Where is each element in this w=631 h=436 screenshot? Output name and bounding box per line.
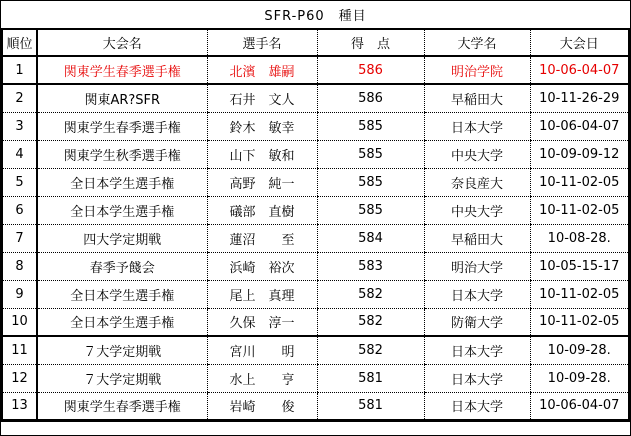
cell-event: 春季予餞会	[37, 252, 207, 280]
cell-date: 10-08-28.	[530, 224, 629, 252]
cell-rank: 6	[2, 196, 37, 224]
cell-player: 水上 亨	[207, 364, 317, 392]
cell-university: 早稲田大	[424, 224, 530, 252]
cell-player: 高野 純一	[207, 168, 317, 196]
cell-event: 関東学生春季選手権	[37, 392, 207, 420]
page-title: SFR-P60 種目	[264, 9, 367, 24]
cell-university: 日本大学	[424, 280, 530, 308]
cell-university: 日本大学	[424, 336, 530, 364]
cell-rank: 13	[11, 398, 28, 413]
cell-date: 10-11-02-05	[530, 308, 629, 336]
cell-player: 久保 淳一	[207, 308, 317, 336]
cell-rank: 9	[2, 280, 37, 308]
cell-event: 四大学定期戦	[37, 224, 207, 252]
cell-university: 日本大学	[424, 112, 530, 140]
records-table	[1, 28, 630, 422]
header-event: 大会名	[37, 29, 207, 56]
cell-university: 日本大学	[424, 392, 530, 420]
cell-score: 581	[317, 364, 424, 392]
cell-university: 明治大学	[424, 252, 530, 280]
cell-player: 石井 文人	[207, 84, 317, 112]
table-row	[2, 308, 629, 336]
table-row	[2, 280, 629, 308]
cell-rank: 10	[2, 308, 37, 336]
table-row	[2, 224, 629, 252]
header-rank: 順位	[2, 29, 37, 56]
cell-date: 10-09-28.	[530, 364, 629, 392]
header-player: 選手名	[207, 29, 317, 56]
cell-player: 浜崎 裕次	[207, 252, 317, 280]
table-row	[2, 112, 629, 140]
cell-university: 早稲田大	[424, 84, 530, 112]
table-row	[2, 84, 629, 112]
cell-score: 585	[317, 112, 424, 140]
cell-score: 582	[317, 308, 424, 336]
cell-score: 585	[317, 196, 424, 224]
cell-score: 582	[317, 336, 424, 364]
cell-event: 全日本学生選手権	[37, 308, 207, 336]
table-row	[2, 336, 629, 364]
cell-event: 関東学生秋季選手権	[37, 140, 207, 168]
cell-event: 関東学生春季選手権	[37, 56, 207, 84]
header-row	[2, 29, 629, 56]
header-date: 大会日	[530, 29, 629, 56]
cell-rank: 4	[2, 140, 37, 168]
cell-date: 10-11-02-05	[530, 280, 629, 308]
cell-date: 10-05-15-17	[530, 252, 629, 280]
cell-university: 明治学院	[424, 56, 530, 84]
cell-player: 蓮沼 至	[207, 224, 317, 252]
cell-event: 関東AR?SFR	[37, 84, 207, 112]
cell-score: 585	[317, 140, 424, 168]
cell-university: 中央大学	[424, 140, 530, 168]
table-row	[2, 196, 629, 224]
cell-rank: 1	[2, 56, 37, 84]
header-university: 大学名	[424, 29, 530, 56]
table-row	[2, 252, 629, 280]
cell-date: 10-09-09-12	[530, 140, 629, 168]
table-row	[2, 168, 629, 196]
cell-date: 10-06-04-07	[530, 112, 629, 140]
cell-university: 中央大学	[424, 196, 530, 224]
cell-university: 日本大学	[424, 364, 530, 392]
header-score: 得 点	[317, 29, 424, 56]
cell-date: 10-11-02-05	[530, 168, 629, 196]
table-row	[2, 140, 629, 168]
cell-player: 山下 敏和	[207, 140, 317, 168]
cell-rank: 3	[2, 112, 37, 140]
cell-player: 岩崎 俊	[207, 392, 317, 420]
cell-rank: 12	[2, 364, 37, 392]
cell-event: 全日本学生選手権	[37, 168, 207, 196]
cell-score: 584	[317, 224, 424, 252]
cell-date: 10-06-04-07	[530, 56, 629, 84]
cell-player: 鈴木 敏幸	[207, 112, 317, 140]
cell-rank: 8	[2, 252, 37, 280]
cell-score: 583	[317, 252, 424, 280]
cell-event: 関東学生春季選手権	[37, 112, 207, 140]
table-row	[2, 364, 629, 392]
cell-date: 10-06-04-07	[530, 392, 629, 420]
cell-score: 586	[317, 84, 424, 112]
table-row	[2, 392, 629, 420]
cell-date: 10-11-02-05	[530, 196, 629, 224]
cell-player: 北濱 雄嗣	[207, 56, 317, 84]
cell-rank: 5	[2, 168, 37, 196]
cell-player: 尾上 真理	[207, 280, 317, 308]
cell-university: 奈良産大	[424, 168, 530, 196]
table-body	[2, 56, 629, 420]
cell-score: 581	[317, 392, 424, 420]
cell-rank: 2	[2, 84, 37, 112]
cell-rank: 11	[2, 336, 37, 364]
cell-event: 全日本学生選手権	[37, 280, 207, 308]
cell-score: 582	[317, 280, 424, 308]
cell-event: ７大学定期戦	[37, 364, 207, 392]
cell-date: 10-09-28.	[530, 336, 629, 364]
cell-rank: 7	[2, 224, 37, 252]
cell-score: 585	[317, 168, 424, 196]
cell-event: 全日本学生選手権	[37, 196, 207, 224]
cell-university: 防衛大学	[424, 308, 530, 336]
cell-player: 宮川 明	[207, 336, 317, 364]
cell-event: ７大学定期戦	[37, 336, 207, 364]
cell-player: 礒部 直樹	[207, 196, 317, 224]
table-row	[2, 56, 629, 84]
cell-score: 586	[317, 56, 424, 84]
cell-date: 10-11-26-29	[530, 84, 629, 112]
